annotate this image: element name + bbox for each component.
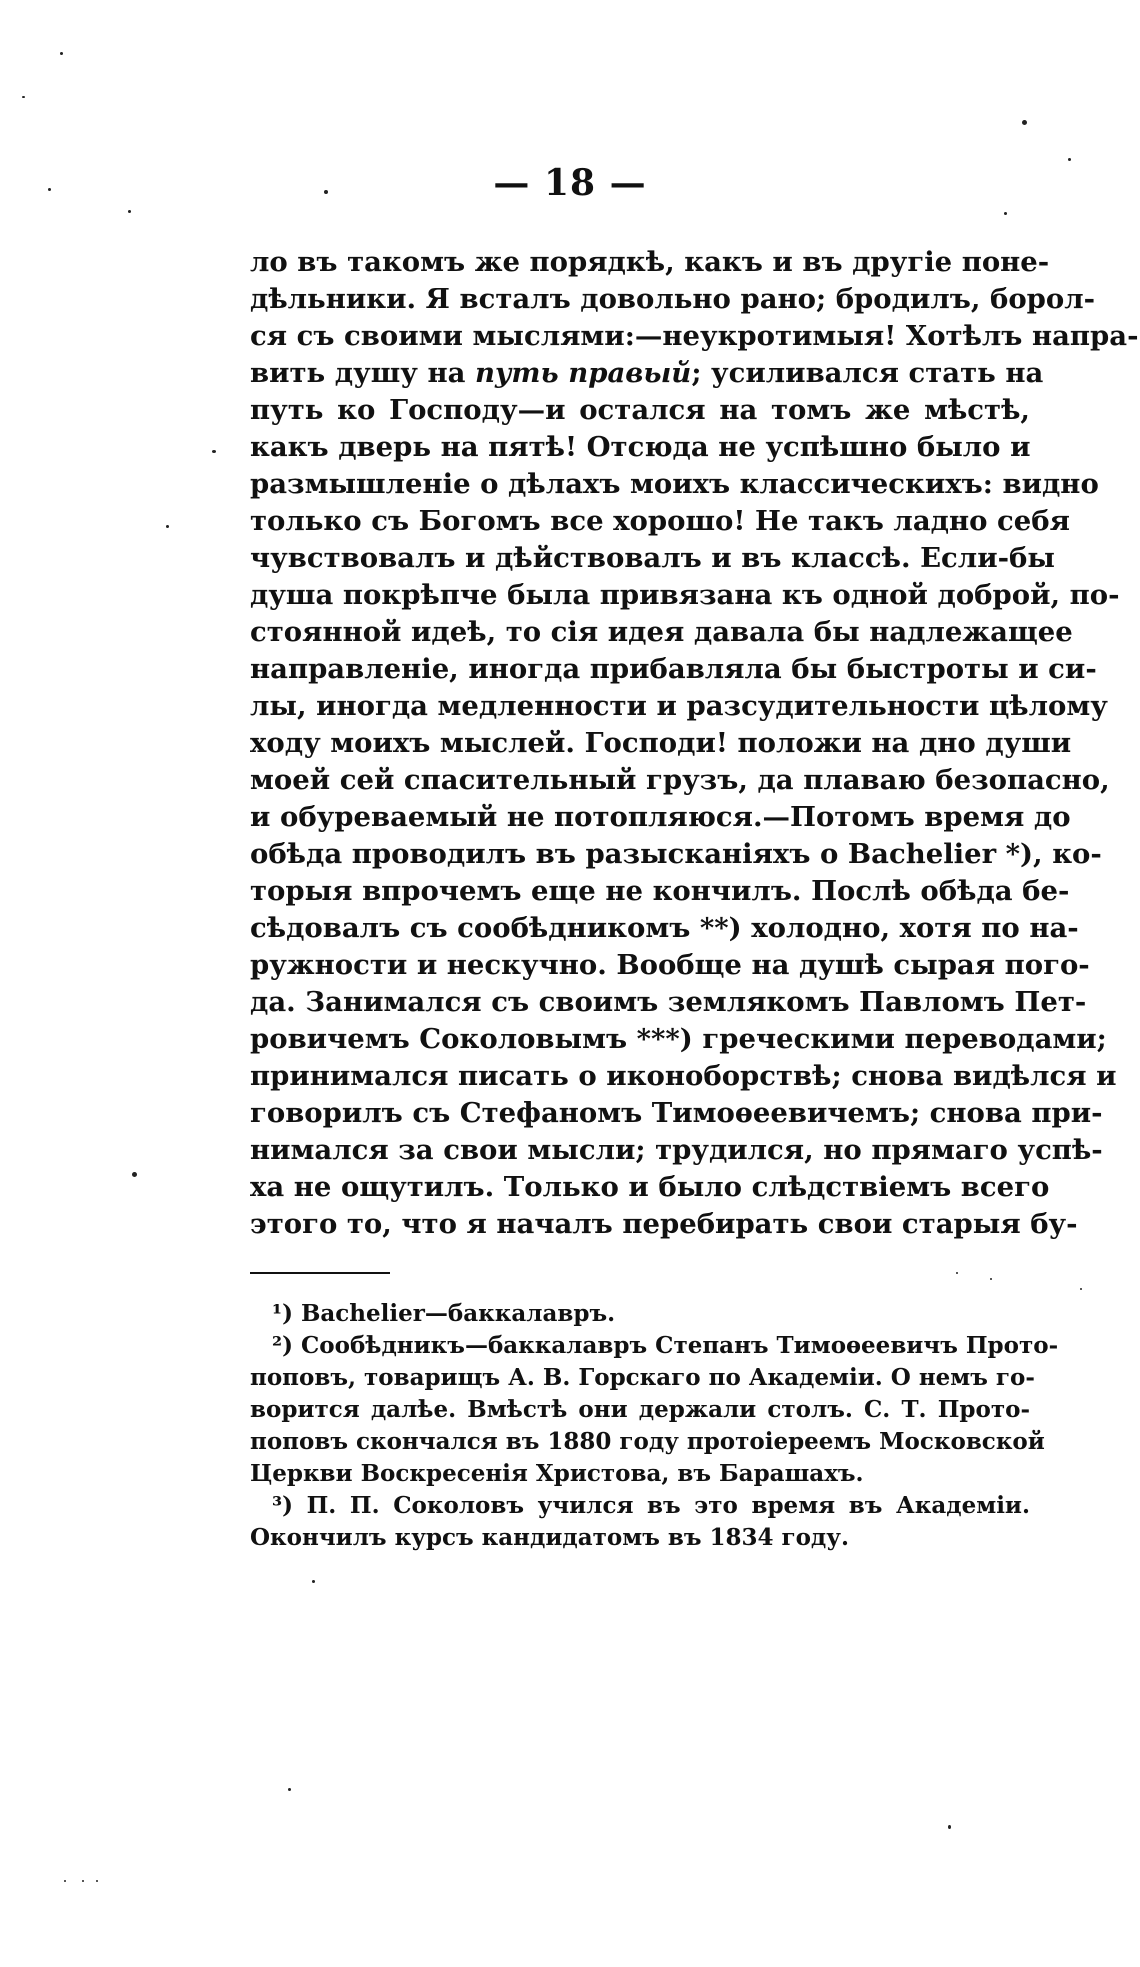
text-segment: вить душу на (250, 357, 475, 389)
text-line: душа покрѣпче была привязана къ одной доброй, по- (250, 579, 1120, 611)
footnote-line: ворится далѣе. Вмѣстѣ они держали столъ. С. Т. Прото- (250, 1396, 1030, 1423)
text-line: ходу моихъ мыслей. Господи! положи на дно души (250, 727, 1072, 759)
footnote-line: ²) Сообѣдникъ—баккалавръ Степанъ Тимоѳеевичъ Прото- (272, 1332, 1059, 1359)
text-line: лы, иногда медленности и разсудительности цѣлому (250, 690, 1108, 722)
text-line: чувствовалъ и дѣйствовалъ и въ классѣ. Если-бы (250, 542, 1055, 574)
text-line: дѣльники. Я всталъ довольно рано; бродилъ, борол- (250, 283, 1096, 315)
text-line: какъ дверь на пятѣ! Отсюда не успѣшно было и (250, 431, 1031, 463)
text-line: ровичемъ Соколовымъ ***) греческими переводами; (250, 1023, 1107, 1055)
text-line: сѣдовалъ съ сообѣдникомъ **) холодно, хотя по на- (250, 912, 1079, 944)
text-line: ло въ такомъ же порядкѣ, какъ и въ другіе поне- (250, 246, 1050, 278)
footnote-separator (250, 1272, 390, 1274)
text-line: ружности и нескучно. Вообще на душѣ сырая пого- (250, 949, 1090, 981)
text-line: торыя впрочемъ еще не кончилъ. Послѣ обѣда бе- (250, 875, 1070, 907)
text-line: только съ Богомъ все хорошо! Не такъ ладно себя (250, 505, 1070, 537)
footnotes (250, 1298, 1059, 1554)
footnote-line: ¹) Bachelier—баккалавръ. (272, 1300, 616, 1327)
text-line (250, 355, 1044, 392)
footnote-line: Церкви Воскресенія Христова, въ Барашахъ. (250, 1460, 864, 1487)
text-line: ся съ своими мыслями:—неукротимыя! Хотѣлъ напра- (250, 320, 1139, 352)
footnote-line: поповъ скончался въ 1880 году протоіереемъ Московской (250, 1428, 1045, 1455)
text-line: моей сей спасительный грузъ, да плаваю безопасно, (250, 764, 1110, 796)
text-line: принимался писать о иконоборствѣ; снова видѣлся и (250, 1060, 1117, 1092)
text-line: путь ко Господу—и остался на томъ же мѣстѣ, (250, 394, 1030, 426)
text-line: и обуреваемый не потопляюся.—Потомъ время до (250, 801, 1071, 833)
text-line: этого то, что я началъ перебирать свои старыя бу- (250, 1208, 1078, 1240)
footnote-line: Окончилъ курсъ кандидатомъ въ 1834 году. (250, 1524, 849, 1551)
text-line: говорилъ съ Стефаномъ Тимоѳеевичемъ; снова при- (250, 1097, 1103, 1129)
text-segment: ; усиливался стать на (691, 357, 1044, 389)
text-line: нимался за свои мысли; трудился, но прямаго успѣ- (250, 1134, 1103, 1166)
text-line: размышленіе о дѣлахъ моихъ классическихъ: видно (250, 468, 1099, 500)
footnote-line: поповъ, товарищъ А. В. Горскаго по Академіи. О немъ го- (250, 1364, 1035, 1391)
text-line: направленіе, иногда прибавляла бы быстроты и си- (250, 653, 1097, 685)
text-line: ха не ощутилъ. Только и было слѣдствіемъ всего (250, 1171, 1050, 1203)
text-line: обѣда проводилъ въ разысканіяхъ о Bachelier *), ко- (250, 838, 1102, 870)
footnote-line: ³) П. П. Соколовъ учился въ это время въ Академіи. (272, 1492, 1030, 1519)
text-line: стоянной идеѣ, то сія идея давала бы надлежащее (250, 616, 1073, 648)
body-text (250, 244, 1139, 1243)
text-line: да. Занимался съ своимъ землякомъ Павломъ Пет- (250, 986, 1087, 1018)
italic-phrase: путь правый (474, 357, 692, 389)
page-number: — 18 — (493, 162, 647, 204)
